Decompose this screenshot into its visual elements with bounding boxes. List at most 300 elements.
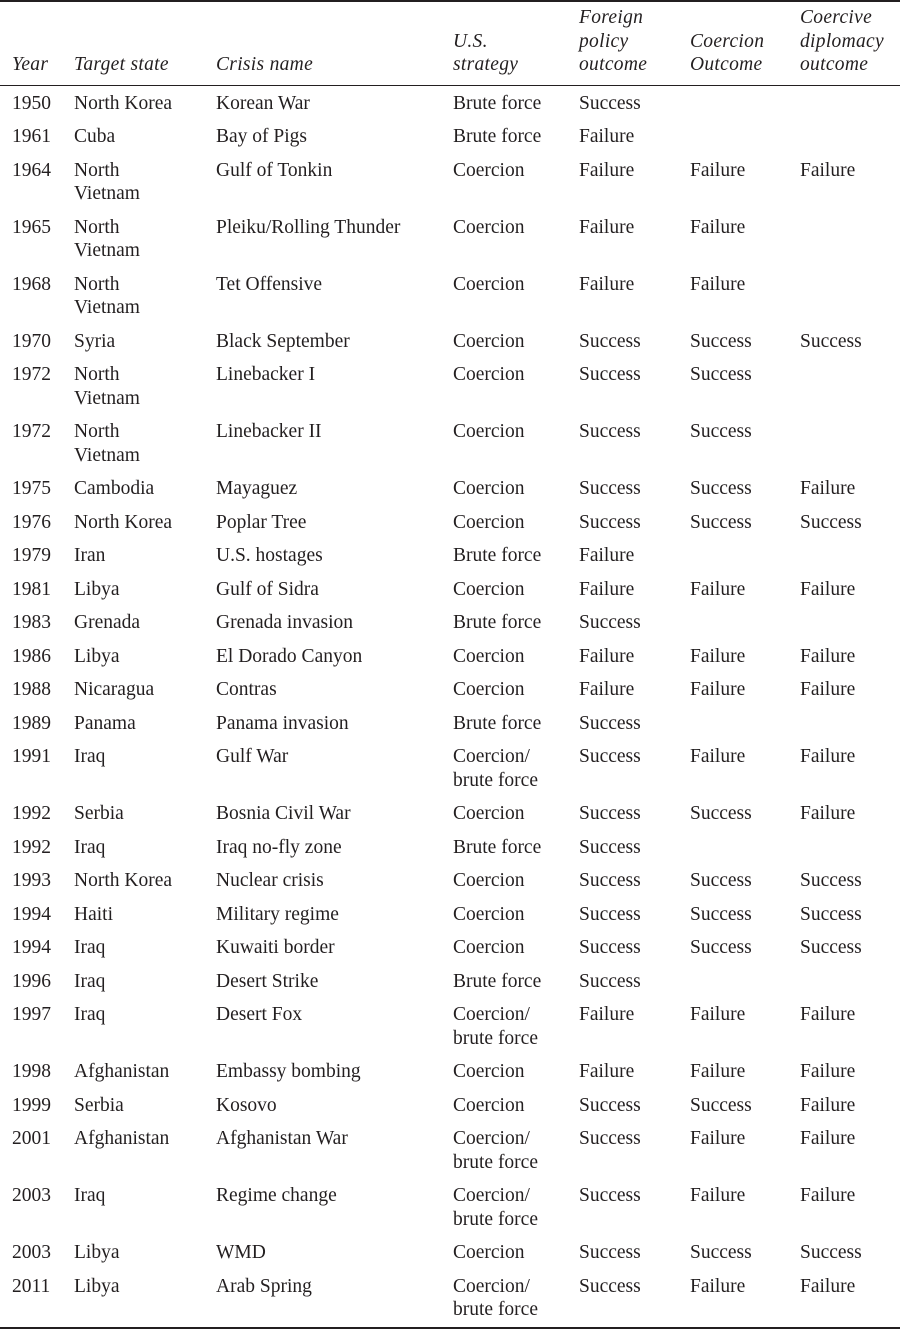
- cell-foreign-policy-outcome: Success: [579, 1185, 641, 1206]
- cell-coercive-diplomacy-outcome: [800, 120, 900, 154]
- cell-coercive-diplomacy-outcome: Success: [800, 937, 862, 958]
- cell-us-strategy: [453, 573, 579, 607]
- cell-line: Cuba: [74, 126, 116, 147]
- cell-line: Coercion: [453, 1242, 525, 1263]
- cell-us-strategy: [453, 211, 579, 268]
- cell-us-strategy: [453, 864, 579, 898]
- cell-us-strategy: [453, 965, 579, 999]
- cell-year: 1981: [12, 578, 51, 600]
- cell-crisis-name: El Dorado Canyon: [216, 645, 363, 667]
- cell-line: Coercion/: [453, 1275, 530, 1297]
- cell-line: brute force: [453, 1299, 538, 1320]
- cell-coercion-outcome: Failure: [690, 1185, 746, 1206]
- cell-line: Vietnam: [74, 444, 140, 466]
- cell-target-state: [74, 573, 216, 607]
- cell-foreign-policy-outcome: Success: [579, 803, 641, 824]
- cell-crisis-name: Desert Strike: [216, 970, 319, 992]
- column-header-line: Crisis name: [216, 54, 314, 75]
- cell-foreign-policy-outcome: Success: [579, 937, 641, 958]
- cell-crisis-name: Grenada invasion: [216, 612, 353, 633]
- table-row: [0, 154, 900, 211]
- cell-line: Coercion/: [453, 1128, 530, 1149]
- table-row: [0, 965, 900, 999]
- cell-year: 1979: [12, 545, 51, 566]
- cell-line: Coercion: [453, 330, 525, 352]
- cell-line: Brute force: [453, 126, 542, 147]
- cell-line: Coercion: [453, 903, 525, 925]
- cell-coercion-outcome: [690, 965, 800, 999]
- cell-year: 1968: [12, 273, 51, 295]
- cell-crisis-name: U.S. hostages: [216, 545, 323, 566]
- cell-us-strategy: [453, 268, 579, 325]
- cell-coercive-diplomacy-outcome: [800, 268, 900, 325]
- cell-coercive-diplomacy-outcome: [800, 358, 900, 415]
- cell-year: 1998: [12, 1061, 51, 1082]
- cell-us-strategy: [453, 325, 579, 359]
- cell-coercive-diplomacy-outcome: Success: [800, 330, 862, 352]
- cell-line: North Korea: [74, 92, 173, 114]
- cell-line: Cambodia: [74, 478, 155, 499]
- table-row: [0, 1055, 900, 1089]
- cell-crisis-name: Desert Fox: [216, 1004, 303, 1025]
- cell-target-state: [74, 211, 216, 268]
- table-row: [0, 797, 900, 831]
- column-header-coercive-diplomacy-outcome: [800, 1, 900, 85]
- cell-foreign-policy-outcome: Success: [579, 746, 641, 767]
- cell-crisis-name: Afghanistan War: [216, 1128, 348, 1149]
- cell-us-strategy: [453, 707, 579, 741]
- cell-foreign-policy-outcome: Failure: [579, 578, 635, 600]
- column-header-line: Year: [12, 54, 49, 75]
- cell-year: 1975: [12, 478, 51, 499]
- cell-line: Coercion: [453, 803, 525, 824]
- cell-line: Iraq: [74, 970, 106, 992]
- cell-year: 2003: [12, 1185, 51, 1206]
- column-header-target-state: [74, 1, 216, 85]
- cell-coercion-outcome: [690, 539, 800, 573]
- cell-foreign-policy-outcome: Failure: [579, 126, 635, 147]
- cell-coercion-outcome: Success: [690, 478, 752, 499]
- table-row: [0, 472, 900, 506]
- cell-crisis-name: Panama invasion: [216, 712, 349, 734]
- cell-us-strategy: [453, 998, 579, 1055]
- cell-target-state: [74, 797, 216, 831]
- cell-foreign-policy-outcome: Success: [579, 712, 641, 734]
- table-row: [0, 1270, 900, 1328]
- cell-foreign-policy-outcome: Failure: [579, 645, 635, 667]
- cell-line: Coercion: [453, 478, 525, 499]
- cell-us-strategy: [453, 1236, 579, 1270]
- cell-crisis-name: Mayaguez: [216, 478, 298, 499]
- table-row: [0, 325, 900, 359]
- cell-line: Libya: [74, 1275, 120, 1297]
- cell-foreign-policy-outcome: Failure: [579, 273, 635, 295]
- cell-target-state: [74, 120, 216, 154]
- cell-line: Nicaragua: [74, 679, 155, 700]
- cell-line: Panama: [74, 712, 136, 734]
- cell-line: Afghanistan: [74, 1128, 170, 1149]
- cell-target-state: [74, 640, 216, 674]
- cell-coercive-diplomacy-outcome: [800, 211, 900, 268]
- column-header-line: Foreign: [579, 7, 644, 28]
- column-header-line: policy: [579, 30, 629, 52]
- column-header-line: strategy: [453, 54, 519, 75]
- table-row: [0, 640, 900, 674]
- cell-crisis-name: Bosnia Civil War: [216, 803, 351, 824]
- cell-target-state: [74, 506, 216, 540]
- cell-line: Iran: [74, 545, 106, 566]
- cell-line: Coercion: [453, 159, 525, 181]
- cell-coercive-diplomacy-outcome: [800, 539, 900, 573]
- cell-line: Serbia: [74, 1094, 124, 1116]
- cell-foreign-policy-outcome: Success: [579, 836, 641, 858]
- cell-line: Libya: [74, 645, 120, 667]
- cell-coercion-outcome: Failure: [690, 1004, 746, 1025]
- cell-coercive-diplomacy-outcome: [800, 707, 900, 741]
- cell-crisis-name: Regime change: [216, 1185, 337, 1206]
- cell-coercive-diplomacy-outcome: Failure: [800, 159, 856, 181]
- cell-line: Coercion: [453, 421, 525, 442]
- cell-crisis-name: Kosovo: [216, 1094, 277, 1116]
- cell-coercion-outcome: Success: [690, 937, 752, 958]
- cell-line: North Korea: [74, 870, 173, 891]
- cell-crisis-name: Contras: [216, 679, 277, 700]
- cell-foreign-policy-outcome: Success: [579, 478, 641, 499]
- cell-target-state: [74, 1055, 216, 1089]
- cell-year: 1991: [12, 746, 51, 767]
- table-row: [0, 268, 900, 325]
- cell-coercion-outcome: Success: [690, 421, 752, 442]
- cell-line: Coercion: [453, 216, 525, 238]
- cell-year: 1961: [12, 126, 51, 147]
- cell-line: brute force: [453, 1208, 538, 1230]
- cell-target-state: [74, 1179, 216, 1236]
- cell-year: 1992: [12, 803, 51, 824]
- column-header-line: outcome: [800, 54, 869, 75]
- table-row: [0, 539, 900, 573]
- cell-line: Iraq: [74, 836, 106, 858]
- cell-year: 1964: [12, 159, 51, 181]
- cell-line: Serbia: [74, 803, 124, 824]
- cell-line: Coercion/: [453, 746, 530, 767]
- column-header-line: Coercive: [800, 7, 873, 28]
- cell-target-state: [74, 931, 216, 965]
- cell-foreign-policy-outcome: Failure: [579, 679, 635, 700]
- cell-coercion-outcome: Success: [690, 903, 752, 925]
- cell-coercion-outcome: Failure: [690, 1128, 746, 1149]
- cell-line: brute force: [453, 769, 538, 791]
- cell-crisis-name: Bay of Pigs: [216, 126, 308, 147]
- cell-foreign-policy-outcome: Success: [579, 612, 641, 633]
- cell-line: Afghanistan: [74, 1061, 170, 1082]
- column-header-line: Coercion: [690, 30, 765, 52]
- cell-us-strategy: [453, 1270, 579, 1328]
- cell-line: Brute force: [453, 836, 542, 858]
- table-row: [0, 85, 900, 120]
- cell-coercion-outcome: [690, 831, 800, 865]
- cell-crisis-name: Pleiku/Rolling Thunder: [216, 216, 401, 238]
- header-row: [0, 1, 900, 85]
- cell-year: 1988: [12, 679, 51, 700]
- cell-foreign-policy-outcome: Success: [579, 1275, 641, 1297]
- cell-year: 1999: [12, 1094, 51, 1116]
- cell-coercion-outcome: [690, 120, 800, 154]
- cell-coercive-diplomacy-outcome: [800, 965, 900, 999]
- cell-coercion-outcome: Success: [690, 1242, 752, 1263]
- cell-line: Coercion: [453, 645, 525, 667]
- cell-us-strategy: [453, 506, 579, 540]
- cell-line: Grenada: [74, 612, 141, 633]
- cell-us-strategy: [453, 1089, 579, 1123]
- cell-target-state: [74, 1122, 216, 1179]
- cell-target-state: [74, 864, 216, 898]
- cell-coercive-diplomacy-outcome: Failure: [800, 1185, 856, 1206]
- table-row: [0, 831, 900, 865]
- cell-us-strategy: [453, 358, 579, 415]
- cell-line: Coercion: [453, 578, 525, 600]
- cell-foreign-policy-outcome: Success: [579, 1128, 641, 1149]
- cell-year: 2003: [12, 1242, 51, 1263]
- cell-target-state: [74, 606, 216, 640]
- cell-line: Brute force: [453, 92, 542, 114]
- cell-us-strategy: [453, 673, 579, 707]
- cell-year: 1972: [12, 421, 51, 442]
- cell-target-state: [74, 325, 216, 359]
- cell-coercive-diplomacy-outcome: Failure: [800, 478, 856, 499]
- cell-us-strategy: [453, 740, 579, 797]
- cell-year: 1976: [12, 511, 51, 533]
- table-row: [0, 1122, 900, 1179]
- cell-coercion-outcome: Success: [690, 364, 752, 385]
- cell-target-state: [74, 673, 216, 707]
- cell-coercion-outcome: Failure: [690, 273, 746, 295]
- cell-year: 1983: [12, 612, 51, 633]
- cell-crisis-name: Iraq no-fly zone: [216, 836, 342, 858]
- cell-coercion-outcome: Failure: [690, 1061, 746, 1082]
- cell-coercion-outcome: Success: [690, 870, 752, 891]
- cell-target-state: [74, 1270, 216, 1328]
- cell-coercive-diplomacy-outcome: Failure: [800, 679, 856, 700]
- cell-line: Brute force: [453, 712, 542, 734]
- column-header-us-strategy: [453, 1, 579, 85]
- cell-line: Coercion: [453, 1094, 525, 1116]
- cell-crisis-name: Arab Spring: [216, 1275, 312, 1297]
- cell-line: Brute force: [453, 612, 542, 633]
- cell-crisis-name: Poplar Tree: [216, 511, 307, 533]
- cell-us-strategy: [453, 1055, 579, 1089]
- cell-target-state: [74, 1236, 216, 1270]
- cell-year: 1986: [12, 645, 51, 667]
- table-row: [0, 707, 900, 741]
- cell-coercive-diplomacy-outcome: [800, 415, 900, 472]
- cell-line: Iraq: [74, 746, 106, 767]
- cell-us-strategy: [453, 472, 579, 506]
- column-header-line: outcome: [579, 54, 648, 75]
- cell-coercive-diplomacy-outcome: Success: [800, 511, 862, 533]
- column-header-foreign-policy-outcome: [579, 1, 690, 85]
- cell-foreign-policy-outcome: Failure: [579, 216, 635, 238]
- cell-us-strategy: [453, 606, 579, 640]
- cell-target-state: [74, 965, 216, 999]
- cell-line: Vietnam: [74, 183, 140, 204]
- column-header-crisis-name: [216, 1, 453, 85]
- cell-line: Libya: [74, 578, 120, 600]
- cell-coercive-diplomacy-outcome: Failure: [800, 1061, 856, 1082]
- cell-line: Vietnam: [74, 387, 140, 409]
- cell-coercion-outcome: Failure: [690, 645, 746, 667]
- cell-line: Iraq: [74, 937, 106, 958]
- cell-year: 1996: [12, 970, 51, 992]
- cell-coercive-diplomacy-outcome: Failure: [800, 578, 856, 600]
- column-header-line: Outcome: [690, 54, 763, 75]
- cell-target-state: [74, 1089, 216, 1123]
- table-row: [0, 931, 900, 965]
- cell-year: 1950: [12, 92, 51, 114]
- cell-coercion-outcome: Success: [690, 330, 752, 352]
- cell-crisis-name: Nuclear crisis: [216, 870, 324, 891]
- cell-foreign-policy-outcome: Failure: [579, 1061, 635, 1082]
- cell-crisis-name: Linebacker II: [216, 421, 322, 442]
- table-row: [0, 120, 900, 154]
- table-row: [0, 1089, 900, 1123]
- cell-coercive-diplomacy-outcome: Failure: [800, 1094, 856, 1116]
- cell-line: Brute force: [453, 545, 542, 566]
- table-row: [0, 898, 900, 932]
- cell-line: North: [74, 364, 120, 385]
- cell-line: Libya: [74, 1242, 120, 1263]
- cell-coercive-diplomacy-outcome: Failure: [800, 645, 856, 667]
- table-row: [0, 506, 900, 540]
- cell-line: Coercion: [453, 1061, 525, 1082]
- cell-foreign-policy-outcome: Success: [579, 364, 641, 385]
- cell-crisis-name: Tet Offensive: [216, 273, 323, 295]
- cell-target-state: [74, 358, 216, 415]
- cell-target-state: [74, 539, 216, 573]
- cell-line: brute force: [453, 1027, 538, 1049]
- cell-line: Iraq: [74, 1004, 106, 1025]
- cell-coercive-diplomacy-outcome: Failure: [800, 1128, 856, 1149]
- table-row: [0, 1179, 900, 1236]
- cell-coercion-outcome: Failure: [690, 159, 746, 181]
- cell-us-strategy: [453, 415, 579, 472]
- cell-crisis-name: Korean War: [216, 92, 310, 114]
- cell-year: 1994: [12, 903, 51, 925]
- cell-line: North: [74, 273, 120, 295]
- cell-target-state: [74, 998, 216, 1055]
- cell-foreign-policy-outcome: Failure: [579, 1004, 635, 1025]
- cell-coercive-diplomacy-outcome: Success: [800, 1242, 862, 1263]
- cell-foreign-policy-outcome: Success: [579, 330, 641, 352]
- cell-us-strategy: [453, 931, 579, 965]
- cell-us-strategy: [453, 797, 579, 831]
- cell-coercion-outcome: Failure: [690, 1275, 746, 1297]
- cell-us-strategy: [453, 1122, 579, 1179]
- cell-coercion-outcome: [690, 606, 800, 640]
- cell-us-strategy: [453, 831, 579, 865]
- cell-foreign-policy-outcome: Success: [579, 511, 641, 533]
- cell-target-state: [74, 85, 216, 120]
- cell-coercive-diplomacy-outcome: Failure: [800, 746, 856, 767]
- cell-year: 1992: [12, 836, 51, 858]
- cell-coercion-outcome: [690, 707, 800, 741]
- cell-crisis-name: WMD: [216, 1242, 266, 1263]
- cell-coercive-diplomacy-outcome: [800, 831, 900, 865]
- cell-crisis-name: Embassy bombing: [216, 1061, 361, 1082]
- cell-line: Iraq: [74, 1185, 106, 1206]
- cell-coercion-outcome: Failure: [690, 578, 746, 600]
- cell-crisis-name: Gulf of Sidra: [216, 578, 319, 600]
- cell-coercive-diplomacy-outcome: Failure: [800, 803, 856, 824]
- cell-coercion-outcome: Failure: [690, 679, 746, 700]
- cell-foreign-policy-outcome: Success: [579, 970, 641, 992]
- table-row: [0, 998, 900, 1055]
- cell-line: Vietnam: [74, 297, 140, 318]
- table-row: [0, 573, 900, 607]
- cell-us-strategy: [453, 120, 579, 154]
- cell-line: Coercion: [453, 273, 525, 295]
- table-row: [0, 606, 900, 640]
- cell-foreign-policy-outcome: Success: [579, 1094, 641, 1116]
- cell-coercion-outcome: Success: [690, 511, 752, 533]
- cell-line: North: [74, 216, 120, 238]
- cell-line: North: [74, 159, 120, 181]
- cell-target-state: [74, 472, 216, 506]
- cell-crisis-name: Gulf War: [216, 746, 289, 767]
- column-header-line: Target state: [74, 54, 169, 75]
- cell-crisis-name: Kuwaiti border: [216, 937, 335, 958]
- cell-line: Coercion/: [453, 1004, 530, 1025]
- cell-coercion-outcome: [690, 85, 800, 120]
- cell-line: Vietnam: [74, 240, 140, 261]
- cell-foreign-policy-outcome: Success: [579, 421, 641, 442]
- cell-line: Coercion: [453, 511, 525, 533]
- table-row: [0, 864, 900, 898]
- cell-foreign-policy-outcome: Success: [579, 1242, 641, 1263]
- cell-crisis-name: Linebacker I: [216, 364, 316, 385]
- cell-foreign-policy-outcome: Success: [579, 92, 641, 114]
- table-row: [0, 211, 900, 268]
- cell-coercive-diplomacy-outcome: Success: [800, 870, 862, 891]
- cell-coercion-outcome: Failure: [690, 746, 746, 767]
- cell-coercive-diplomacy-outcome: [800, 85, 900, 120]
- column-header-coercion-outcome: [690, 1, 800, 85]
- cell-year: 1997: [12, 1004, 51, 1025]
- cell-coercive-diplomacy-outcome: Failure: [800, 1275, 856, 1297]
- cell-target-state: [74, 415, 216, 472]
- cell-coercion-outcome: Success: [690, 1094, 752, 1116]
- cell-line: Coercion: [453, 364, 525, 385]
- cell-foreign-policy-outcome: Success: [579, 903, 641, 925]
- cell-target-state: [74, 268, 216, 325]
- cell-line: Coercion: [453, 937, 525, 958]
- cell-coercive-diplomacy-outcome: Failure: [800, 1004, 856, 1025]
- cell-us-strategy: [453, 1179, 579, 1236]
- cell-crisis-name: Military regime: [216, 903, 339, 925]
- cell-target-state: [74, 154, 216, 211]
- cell-foreign-policy-outcome: Failure: [579, 159, 635, 181]
- column-header-year: [0, 1, 74, 85]
- cell-year: 1972: [12, 364, 51, 385]
- cell-line: North Korea: [74, 511, 173, 533]
- cell-year: 1970: [12, 330, 51, 352]
- table-row: [0, 358, 900, 415]
- cell-year: 1994: [12, 937, 51, 958]
- table-row: [0, 740, 900, 797]
- cell-coercive-diplomacy-outcome: [800, 606, 900, 640]
- cell-year: 1993: [12, 870, 51, 891]
- cell-line: Coercion/: [453, 1185, 530, 1206]
- cell-crisis-name: Gulf of Tonkin: [216, 159, 333, 181]
